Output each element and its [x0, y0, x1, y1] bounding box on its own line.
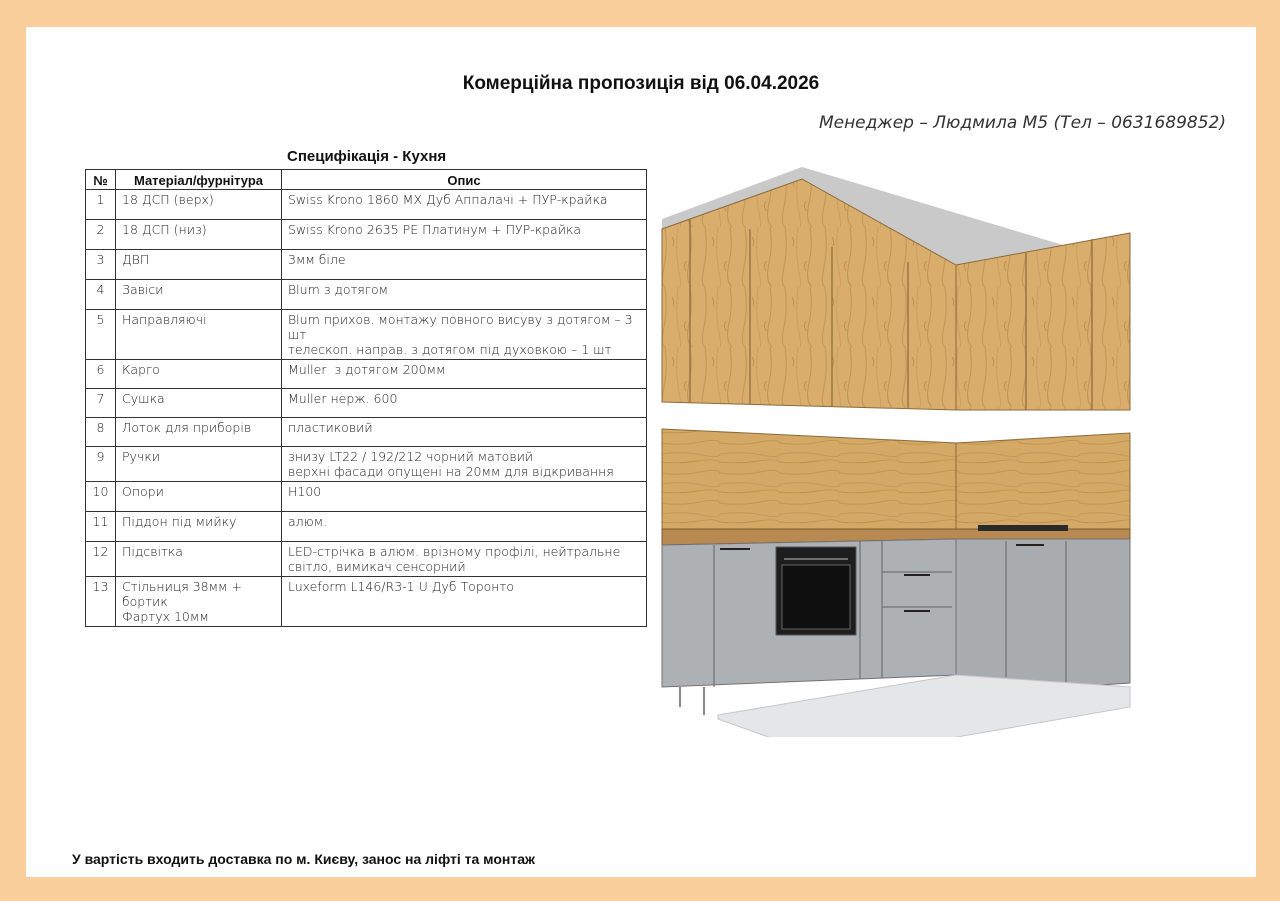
kitchen-render [660, 167, 1140, 737]
row-description [282, 447, 647, 482]
row-material [116, 447, 282, 482]
row-material [116, 389, 282, 418]
backsplash-left [662, 429, 956, 529]
header-description: Опис [282, 170, 647, 190]
row-number: 9 [86, 447, 116, 482]
spec-table-body [86, 190, 647, 627]
description-line: пластиковий [288, 420, 373, 435]
row-material [116, 310, 282, 360]
manager-contact: Менеджер – Людмила М5 (Тел – 0631689852) [818, 113, 1226, 133]
material-line: бортик [122, 594, 168, 609]
material-line: Піддон під мийку [122, 514, 237, 529]
footer-note: У вартість входить доставка по м. Києву, занос на ліфті та монтаж [72, 851, 535, 867]
description-line: 3мм біле [288, 252, 346, 267]
table-row [86, 542, 647, 577]
material-line: Лоток для приборів [122, 420, 252, 435]
row-description [282, 190, 647, 220]
row-material [116, 542, 282, 577]
row-material [116, 512, 282, 542]
material-line: 18 ДСП (верх) [122, 192, 214, 207]
row-material [116, 577, 282, 627]
table-row [86, 190, 647, 220]
row-number: 6 [86, 360, 116, 389]
description-line: Luxeform L146/R3-1 U Дуб Торонто [288, 579, 514, 594]
table-row [86, 220, 647, 250]
row-description [282, 482, 647, 512]
table-row [86, 360, 647, 389]
base-cabinets-right [956, 539, 1130, 687]
row-number: 2 [86, 220, 116, 250]
row-number: 5 [86, 310, 116, 360]
floor [718, 675, 1130, 737]
row-description [282, 542, 647, 577]
row-number: 1 [86, 190, 116, 220]
table-row [86, 418, 647, 447]
row-description [282, 577, 647, 627]
description-line: H100 [288, 484, 322, 499]
backsplash-right [956, 433, 1130, 529]
material-line: ДВП [122, 252, 150, 267]
table-row [86, 250, 647, 280]
description-line: Swiss Krono 2635 PE Платинум + ПУР-крайка [288, 222, 582, 237]
material-line: Карго [122, 362, 160, 377]
row-description [282, 250, 647, 280]
spec-table-header [86, 170, 647, 190]
table-row [86, 512, 647, 542]
row-description [282, 220, 647, 250]
table-row [86, 280, 647, 310]
row-description [282, 280, 647, 310]
table-row [86, 482, 647, 512]
row-material [116, 482, 282, 512]
hob [978, 525, 1068, 531]
table-row [86, 577, 647, 627]
document-sheet [26, 27, 1256, 877]
header-material: Матеріал/фурнітура [116, 170, 282, 190]
row-number: 7 [86, 389, 116, 418]
row-material [116, 220, 282, 250]
row-material [116, 418, 282, 447]
material-line: 18 ДСП (низ) [122, 222, 207, 237]
description-line: знизу LT22 / 192/212 чорний матовий [288, 449, 534, 464]
material-line: Завіси [122, 282, 164, 297]
row-material [116, 280, 282, 310]
description-line: Swiss Krono 1860 MX Дуб Аппалачі + ПУР-крайка [288, 192, 608, 207]
row-number: 3 [86, 250, 116, 280]
table-row [86, 447, 647, 482]
material-line: Підсвітка [122, 544, 183, 559]
row-description [282, 418, 647, 447]
row-number: 10 [86, 482, 116, 512]
material-line: Фартух 10мм [122, 609, 209, 624]
material-line: Направляючі [122, 312, 207, 327]
row-number: 11 [86, 512, 116, 542]
description-line: Muller з дотягом 200мм [288, 362, 446, 377]
page-title: Комерційна пропозиція від 06.04.2026 [462, 73, 820, 94]
material-line: Ручки [122, 449, 160, 464]
spec-table [85, 169, 647, 627]
material-line: Стільниця 38мм + [122, 579, 242, 594]
row-description [282, 389, 647, 418]
spec-title: Специфікація - Кухня [287, 148, 447, 165]
row-material [116, 190, 282, 220]
row-description [282, 360, 647, 389]
row-number: 8 [86, 418, 116, 447]
description-line: Blum прихов. монтажу повного висуву з дотягом – 3 шт [288, 312, 637, 342]
description-line: Blum з дотягом [288, 282, 389, 297]
header-num: № [86, 170, 116, 190]
description-line: LED-стрічка в алюм. врізному профілі, нейтральне світло, вимикач сенсорний [288, 544, 625, 574]
table-row [86, 389, 647, 418]
description-line: верхні фасади опущені на 20мм для відкривання [288, 464, 614, 479]
description-line: алюм. [288, 514, 328, 529]
material-line: Опори [122, 484, 164, 499]
table-row [86, 310, 647, 360]
row-material [116, 250, 282, 280]
material-line: Сушка [122, 391, 165, 406]
description-line: телескоп. направ. з дотягом під духовкою – 1 шт [288, 342, 612, 357]
row-number: 13 [86, 577, 116, 627]
row-description [282, 512, 647, 542]
row-number: 12 [86, 542, 116, 577]
row-number: 4 [86, 280, 116, 310]
row-material [116, 360, 282, 389]
row-description [282, 310, 647, 360]
description-line: Muller нерж. 600 [288, 391, 398, 406]
